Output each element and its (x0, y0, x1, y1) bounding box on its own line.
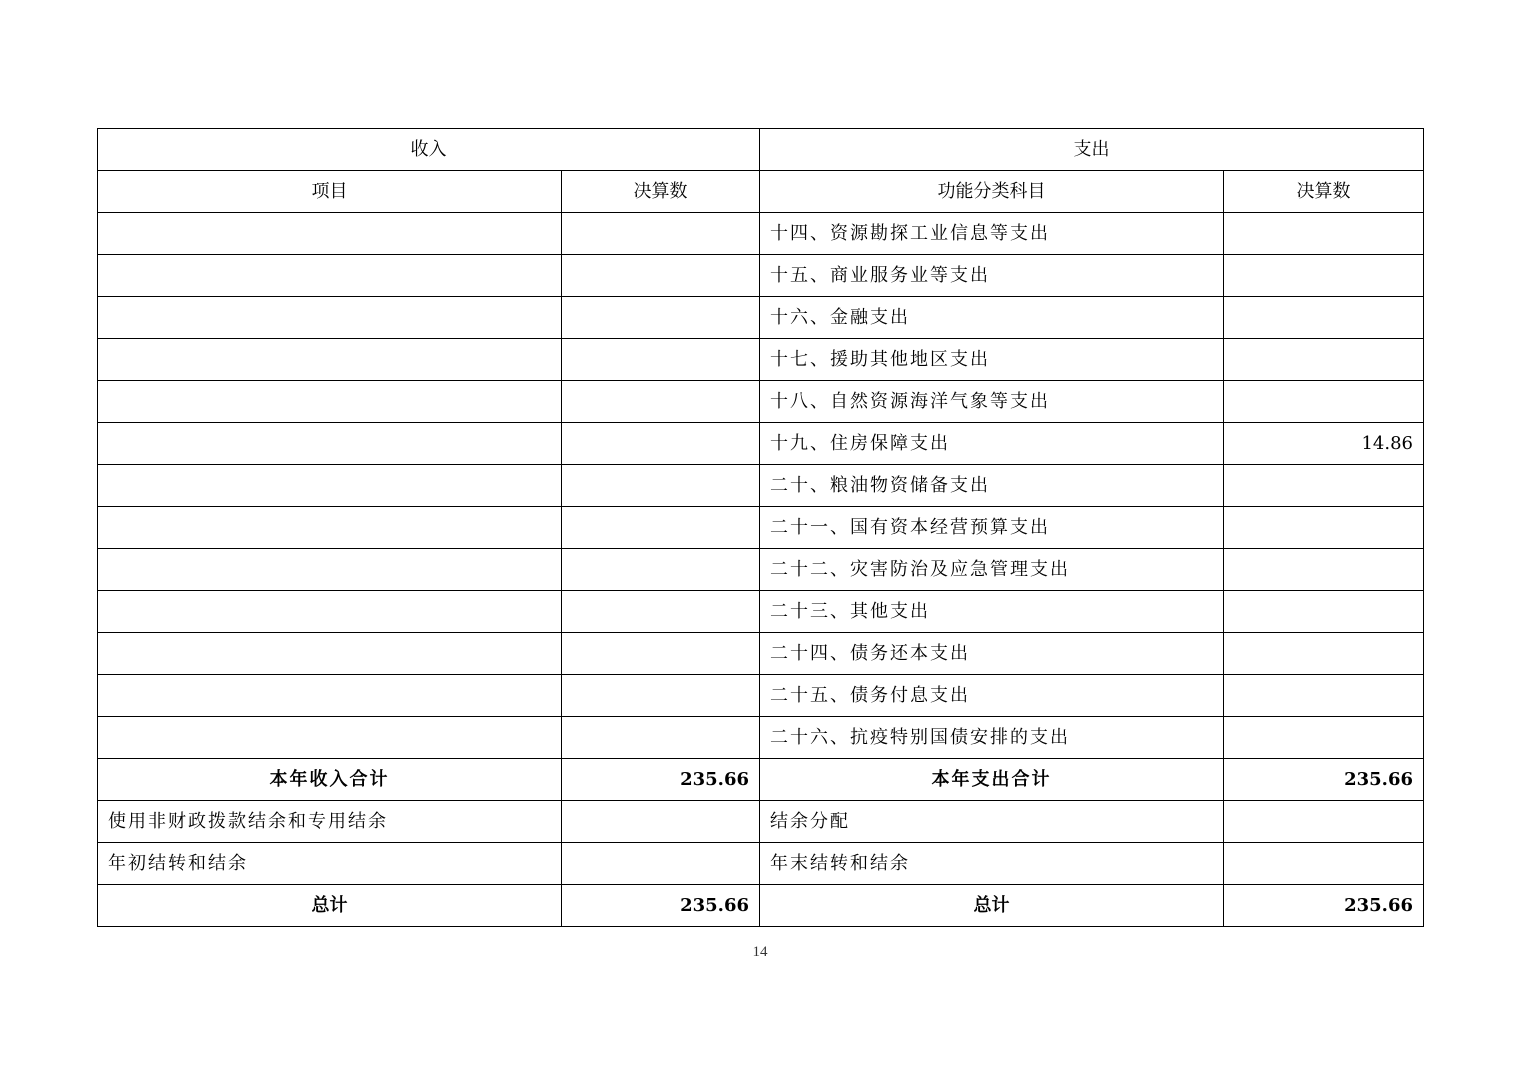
expense-category-cell: 二十四、债务还本支出 (760, 633, 1224, 675)
income-amount-cell (562, 423, 760, 465)
annual-totals-row (98, 759, 1424, 801)
page-number: 14 (752, 944, 768, 960)
expense-amount-cell (1224, 465, 1424, 507)
income-amount-cell (562, 339, 760, 381)
income-item-cell (98, 423, 562, 465)
table-row (98, 381, 1424, 423)
table-row (98, 633, 1424, 675)
table-row (98, 255, 1424, 297)
expense-amount-cell (1224, 507, 1424, 549)
expense-category-cell: 十九、住房保障支出 (760, 423, 1224, 465)
expense-category-cell: 二十二、灾害防治及应急管理支出 (760, 549, 1224, 591)
table-row (98, 549, 1424, 591)
grand-total-income-label: 总计 (98, 885, 562, 927)
table-row (98, 465, 1424, 507)
income-item-cell (98, 717, 562, 759)
income-amount-cell (562, 255, 760, 297)
expense-amount-cell (1224, 381, 1424, 423)
income-amount-cell (562, 297, 760, 339)
income-amount-cell (562, 591, 760, 633)
income-item-cell (98, 633, 562, 675)
income-item-cell (98, 213, 562, 255)
column-header-amount-income: 决算数 (562, 171, 760, 213)
income-item-cell (98, 507, 562, 549)
expense-total-label: 本年支出合计 (760, 759, 1224, 801)
section-header-row (98, 129, 1424, 171)
income-amount-cell (562, 549, 760, 591)
income-item-cell (98, 591, 562, 633)
income-amount-cell (562, 465, 760, 507)
carryover-row (98, 843, 1424, 885)
table-row (98, 339, 1424, 381)
end-carryover-value (1224, 843, 1424, 885)
grand-total-row (98, 885, 1424, 927)
expense-category-cell: 十七、援助其他地区支出 (760, 339, 1224, 381)
table-row (98, 591, 1424, 633)
end-carryover-label: 年末结转和结余 (760, 843, 1224, 885)
income-total-label: 本年收入合计 (98, 759, 562, 801)
balance-usage-row (98, 801, 1424, 843)
table-row (98, 507, 1424, 549)
financial-statement-table (97, 128, 1424, 927)
expense-category-cell: 二十六、抗疫特别国债安排的支出 (760, 717, 1224, 759)
income-amount-cell (562, 381, 760, 423)
surplus-distribution-value (1224, 801, 1424, 843)
income-amount-cell (562, 507, 760, 549)
grand-total-expense-value: 235.66 (1224, 885, 1424, 927)
expense-category-cell: 十五、商业服务业等支出 (760, 255, 1224, 297)
column-header-row (98, 171, 1424, 213)
income-item-cell (98, 465, 562, 507)
income-total-value: 235.66 (562, 759, 760, 801)
income-item-cell (98, 675, 562, 717)
expense-category-cell: 十四、资源勘探工业信息等支出 (760, 213, 1224, 255)
income-amount-cell (562, 717, 760, 759)
use-balance-value (562, 801, 760, 843)
expense-category-cell: 二十三、其他支出 (760, 591, 1224, 633)
grand-total-expense-label: 总计 (760, 885, 1224, 927)
table-row (98, 297, 1424, 339)
begin-carryover-value (562, 843, 760, 885)
expense-amount-cell (1224, 339, 1424, 381)
grand-total-income-value: 235.66 (562, 885, 760, 927)
expense-amount-cell (1224, 549, 1424, 591)
expense-amount-cell (1224, 297, 1424, 339)
income-amount-cell (562, 213, 760, 255)
begin-carryover-label: 年初结转和结余 (98, 843, 562, 885)
income-item-cell (98, 255, 562, 297)
expense-amount-cell (1224, 591, 1424, 633)
income-section-header: 收入 (98, 129, 760, 171)
income-amount-cell (562, 633, 760, 675)
expense-category-cell: 十八、自然资源海洋气象等支出 (760, 381, 1224, 423)
table-row (98, 423, 1424, 465)
surplus-distribution-label: 结余分配 (760, 801, 1224, 843)
income-item-cell (98, 381, 562, 423)
column-header-category: 功能分类科目 (760, 171, 1224, 213)
table-row (98, 213, 1424, 255)
income-item-cell (98, 549, 562, 591)
expense-category-cell: 二十一、国有资本经营预算支出 (760, 507, 1224, 549)
expense-section-header: 支出 (760, 129, 1424, 171)
expense-amount-cell: 14.86 (1224, 423, 1424, 465)
expense-amount-cell (1224, 255, 1424, 297)
income-item-cell (98, 297, 562, 339)
expense-category-cell: 十六、金融支出 (760, 297, 1224, 339)
expense-category-cell: 二十五、债务付息支出 (760, 675, 1224, 717)
table-row (98, 675, 1424, 717)
table-row (98, 717, 1424, 759)
income-amount-cell (562, 675, 760, 717)
expense-amount-cell (1224, 717, 1424, 759)
income-item-cell (98, 339, 562, 381)
expense-amount-cell (1224, 675, 1424, 717)
expense-amount-cell (1224, 633, 1424, 675)
expense-amount-cell (1224, 213, 1424, 255)
expense-total-value: 235.66 (1224, 759, 1424, 801)
column-header-item: 项目 (98, 171, 562, 213)
use-balance-label: 使用非财政拨款结余和专用结余 (98, 801, 562, 843)
column-header-amount-expense: 决算数 (1224, 171, 1424, 213)
expense-category-cell: 二十、粮油物资储备支出 (760, 465, 1224, 507)
